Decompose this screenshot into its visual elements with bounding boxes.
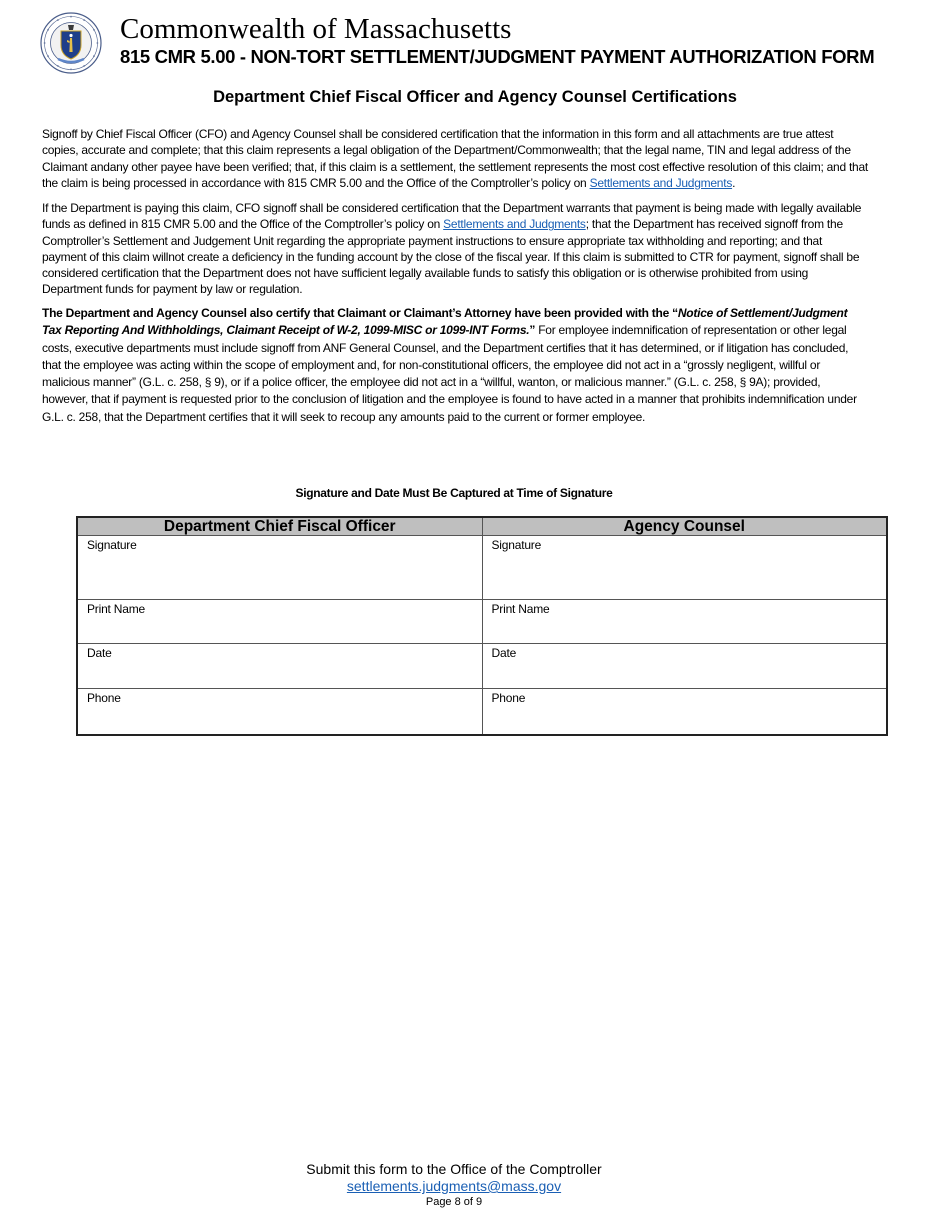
page-footer [0,1161,908,1209]
counsel-print-name-field[interactable]: Print Name [482,600,887,644]
paragraph-2-text-before: If the Department is paying this claim, CFO signoff shall be considered certification that the Department warrants that payment is being made with legally available funds as defined in 815 CMR 5.00 and the Office of the Comptroller’s policy on [42,201,862,232]
paragraph-2-text-after: ; that the Department has received signoff from the Comptroller’s Settlement and Judgement Unit regarding the appropriate payment instructions to ensure appropriate tax withholding and reporting; and that payment of this claim willnot create a deficiency in the funding account by the close of the fiscal year. If this claim is submitted to CTR for payment, signoff shall be considered certification that the Department does not have sufficient legally available funds to satisfy this obligation or is otherwise prohibited from using Department funds for payment by law or regulation. [42,217,860,297]
certification-paragraph-3 [42,305,868,426]
state-name: Commonwealth of Massachusetts [120,13,512,45]
form-title: 815 CMR 5.00 - NON-TORT SETTLEMENT/JUDGMENT PAYMENT AUTHORIZATION FORM [120,46,875,67]
column-header-agency-counsel: Agency Counsel [482,517,887,536]
comptroller-email-link[interactable]: settlements.judgments@mass.gov [346,1178,562,1194]
table-row-signature [77,536,887,600]
counsel-date-field[interactable]: Date [482,644,887,689]
massachusetts-seal-icon [40,12,102,74]
signature-table [76,516,888,736]
column-header-cfo: Department Chief Fiscal Officer [77,517,482,536]
page-number: Page 8 of 9 [425,1196,483,1208]
submit-instruction: Submit this form to the Office of the Comptroller [306,1161,602,1177]
cfo-signature-field[interactable]: Signature [77,536,482,600]
page-header [40,12,920,74]
signature-caption: Signature and Date Must Be Captured at Time of Signature [295,486,613,500]
certification-paragraph-1 [42,126,868,191]
counsel-phone-field[interactable]: Phone [482,689,887,736]
table-row-print-name [77,600,887,644]
table-row-phone [77,689,887,736]
paragraph-3-bold: The Department and Agency Counsel also certify that Claimant or Claimant’s Attorney have been provided with the “ [42,306,678,320]
paragraph-3-notice-title: Notice of Settlement/Judgment Tax Reporting And Withholdings, Claimant Receipt of W-2, 1099-MISC or 1099-INT Forms. [42,306,848,338]
counsel-signature-field[interactable]: Signature [482,536,887,600]
cfo-phone-field[interactable]: Phone [77,689,482,736]
paragraph-1-text: Signoff by Chief Fiscal Officer (CFO) and Agency Counsel shall be considered certification that the information in this form and all attachments are true attest copies, accurate and complete; that this claim represents a legal obligation of the Department/Commonwealth; that the legal name, TIN and legal address of the Claimant andany other payee have been verified; that, if this claim is a settlement, the settlement represents the most cost effective resolution of this claim; and that the claim is being processed in accordance with 815 CMR 5.00 and the Office of the Comptroller’s policy on [42,127,868,190]
settlements-judgments-link[interactable]: Settlements and Judgments [589,175,733,190]
cfo-print-name-field[interactable]: Print Name [77,600,482,644]
signature-table-header [77,517,887,536]
paragraph-1-end: . [732,175,736,190]
paragraph-3-bold-close: ” [529,323,536,338]
table-row-date [77,644,887,689]
cfo-date-field[interactable]: Date [77,644,482,689]
paragraph-3-text: For employee indemnification of representation or other legal costs, executive departments must include signoff from ANF General Counsel, and the Department certifies that it has determined, or if litigation has concluded, that the employee was acting within the scope of employment and, for non-constitutional officers, the employee did not act in a “grossly negligent, willful or malicious manner” (G.L. c. 258, § 9), or if a police officer, the employee did not act in a “willful, wanton, or malicious manner.” (G.L. c. 258, § 9A); provided, however, that if payment is requested prior to the conclusion of litigation and the employee is found to have acted in a manner that prohibits indemnification under G.L. c. 258, that the Department certifies that it will seek to recoup any amounts paid to the current or former employee. [42,323,857,424]
section-heading: Department Chief Fiscal Officer and Agency Counsel Certifications [213,88,737,106]
certification-paragraph-2 [42,200,868,298]
settlements-judgments-link-2[interactable]: Settlements and Judgments [443,217,586,232]
